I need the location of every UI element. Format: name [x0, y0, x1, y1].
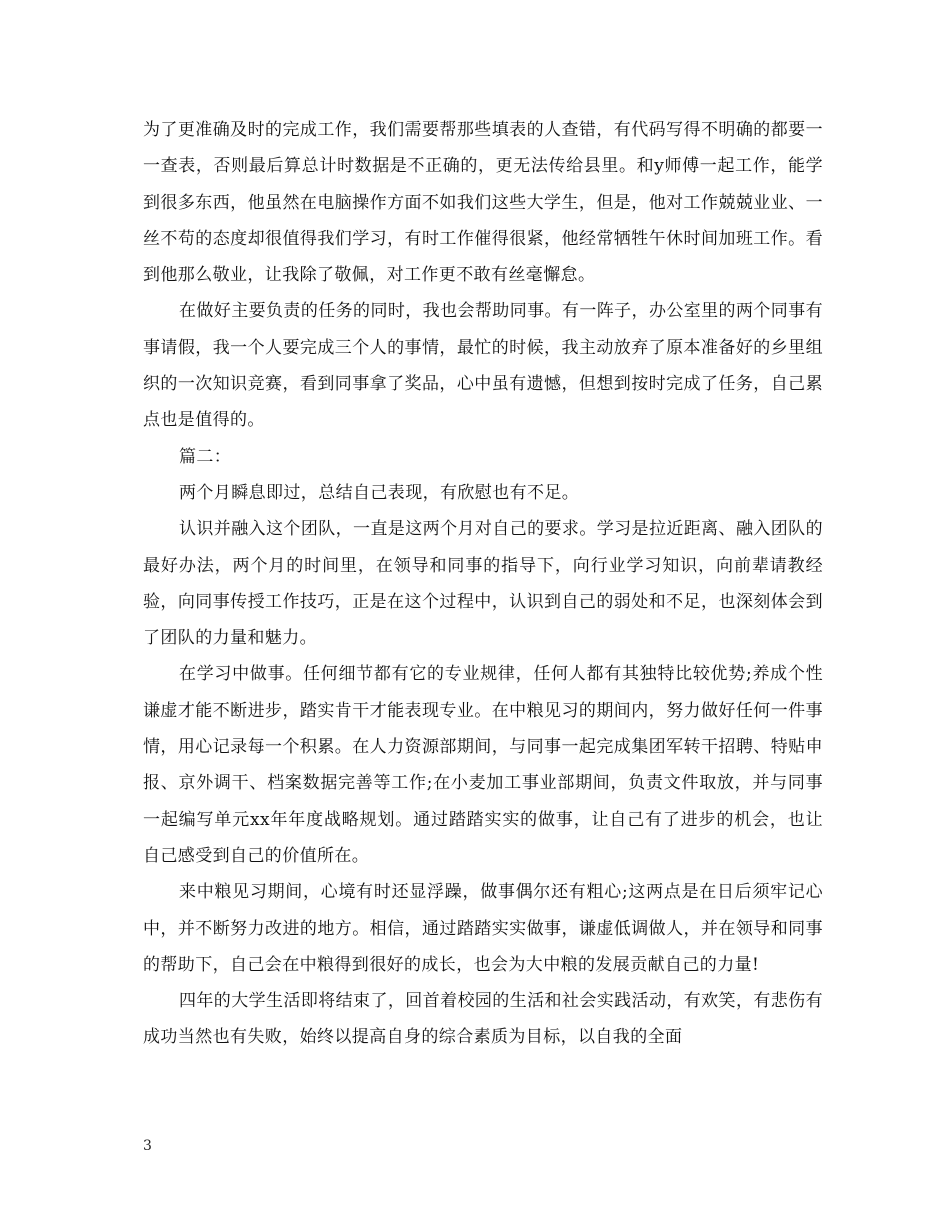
page-number: 3 — [143, 1138, 152, 1154]
paragraph-7: 四年的大学生活即将结束了，回首着校园的生活和社会实践活动，有欢笑，有悲伤有成功当然也有失败，始终以提高自身的综合素质为目标，以自我的全面 — [143, 991, 823, 1048]
paragraph-4: 认识并融入这个团队，一直是这两个月对自己的要求。学习是拉近距离、融入团队的最好办法，两个月的时间里，在领导和同事的指导下，向行业学习知识，向前辈请教经验，向同事传授工作技巧，正是在这个过程中，认识到自己的弱处和不足，也深刻体会到了团队的力量和魅力。 — [143, 519, 823, 649]
paragraph-1: 为了更准确及时的完成工作，我们需要帮那些填表的人查错，有代码写得不明确的都要一一查表，否则最后算总计时数据是不正确的，更无法传给县里。和y师傅一起工作，能学到很多东西，他虽然在电脑操作方面不如我们这些大学生，但是，他对工作兢兢业业、一丝不苟的态度却很值得我们学习，有时工作催得很紧，他经常牺牲午休时间加班工作。看到他那么敬业，让我除了敬佩，对工作更不敢有丝毫懈怠。 — [143, 120, 823, 286]
paragraph-3: 两个月瞬息即过，总结自己表现，有欣慰也有不足。 — [179, 482, 580, 503]
paragraph-6: 来中粮见习期间，心境有时还显浮躁，做事偶尔还有粗心;这两点是在日后须牢记心中，并不断努力改进的地方。相信，通过踏踏实实做事，谦虚低调做人，并在领导和同事的帮助下，自己会在中粮得到很好的成长，也会为大中粮的发展贡献自己的力量! — [143, 882, 823, 975]
paragraph-5: 在学习中做事。任何细节都有它的专业规律，任何人都有其独特比较优势;养成个性谦虚才能不断进步，踏实肯干才能表现专业。在中粮见习的期间内，努力做好任何一件事情，用心记录每一个积累。在人力资源部期间，与同事一起完成集团军转干招聘、特贴申报、京外调干、档案数据完善等工作;在小麦加工事业部期间，负责文件取放，并与同事一起编写单元xx年年度战略规划。通过踏踏实实的做事，让自己有了进步的机会，也让自己感受到自己的价值所在。 — [143, 664, 823, 866]
paragraph-2: 在做好主要负责的任务的同时，我也会帮助同事。有一阵子，办公室里的两个同事有事请假，我一个人要完成三个人的事情，最忙的时候，我主动放弃了原本准备好的乡里组织的一次知识竞赛，看到同事拿了奖品，心中虽有遗憾，但想到按时完成了任务，自己累点也是值得的。 — [143, 301, 823, 431]
section-heading: 篇二： — [179, 446, 232, 467]
body-text — [143, 112, 823, 1056]
